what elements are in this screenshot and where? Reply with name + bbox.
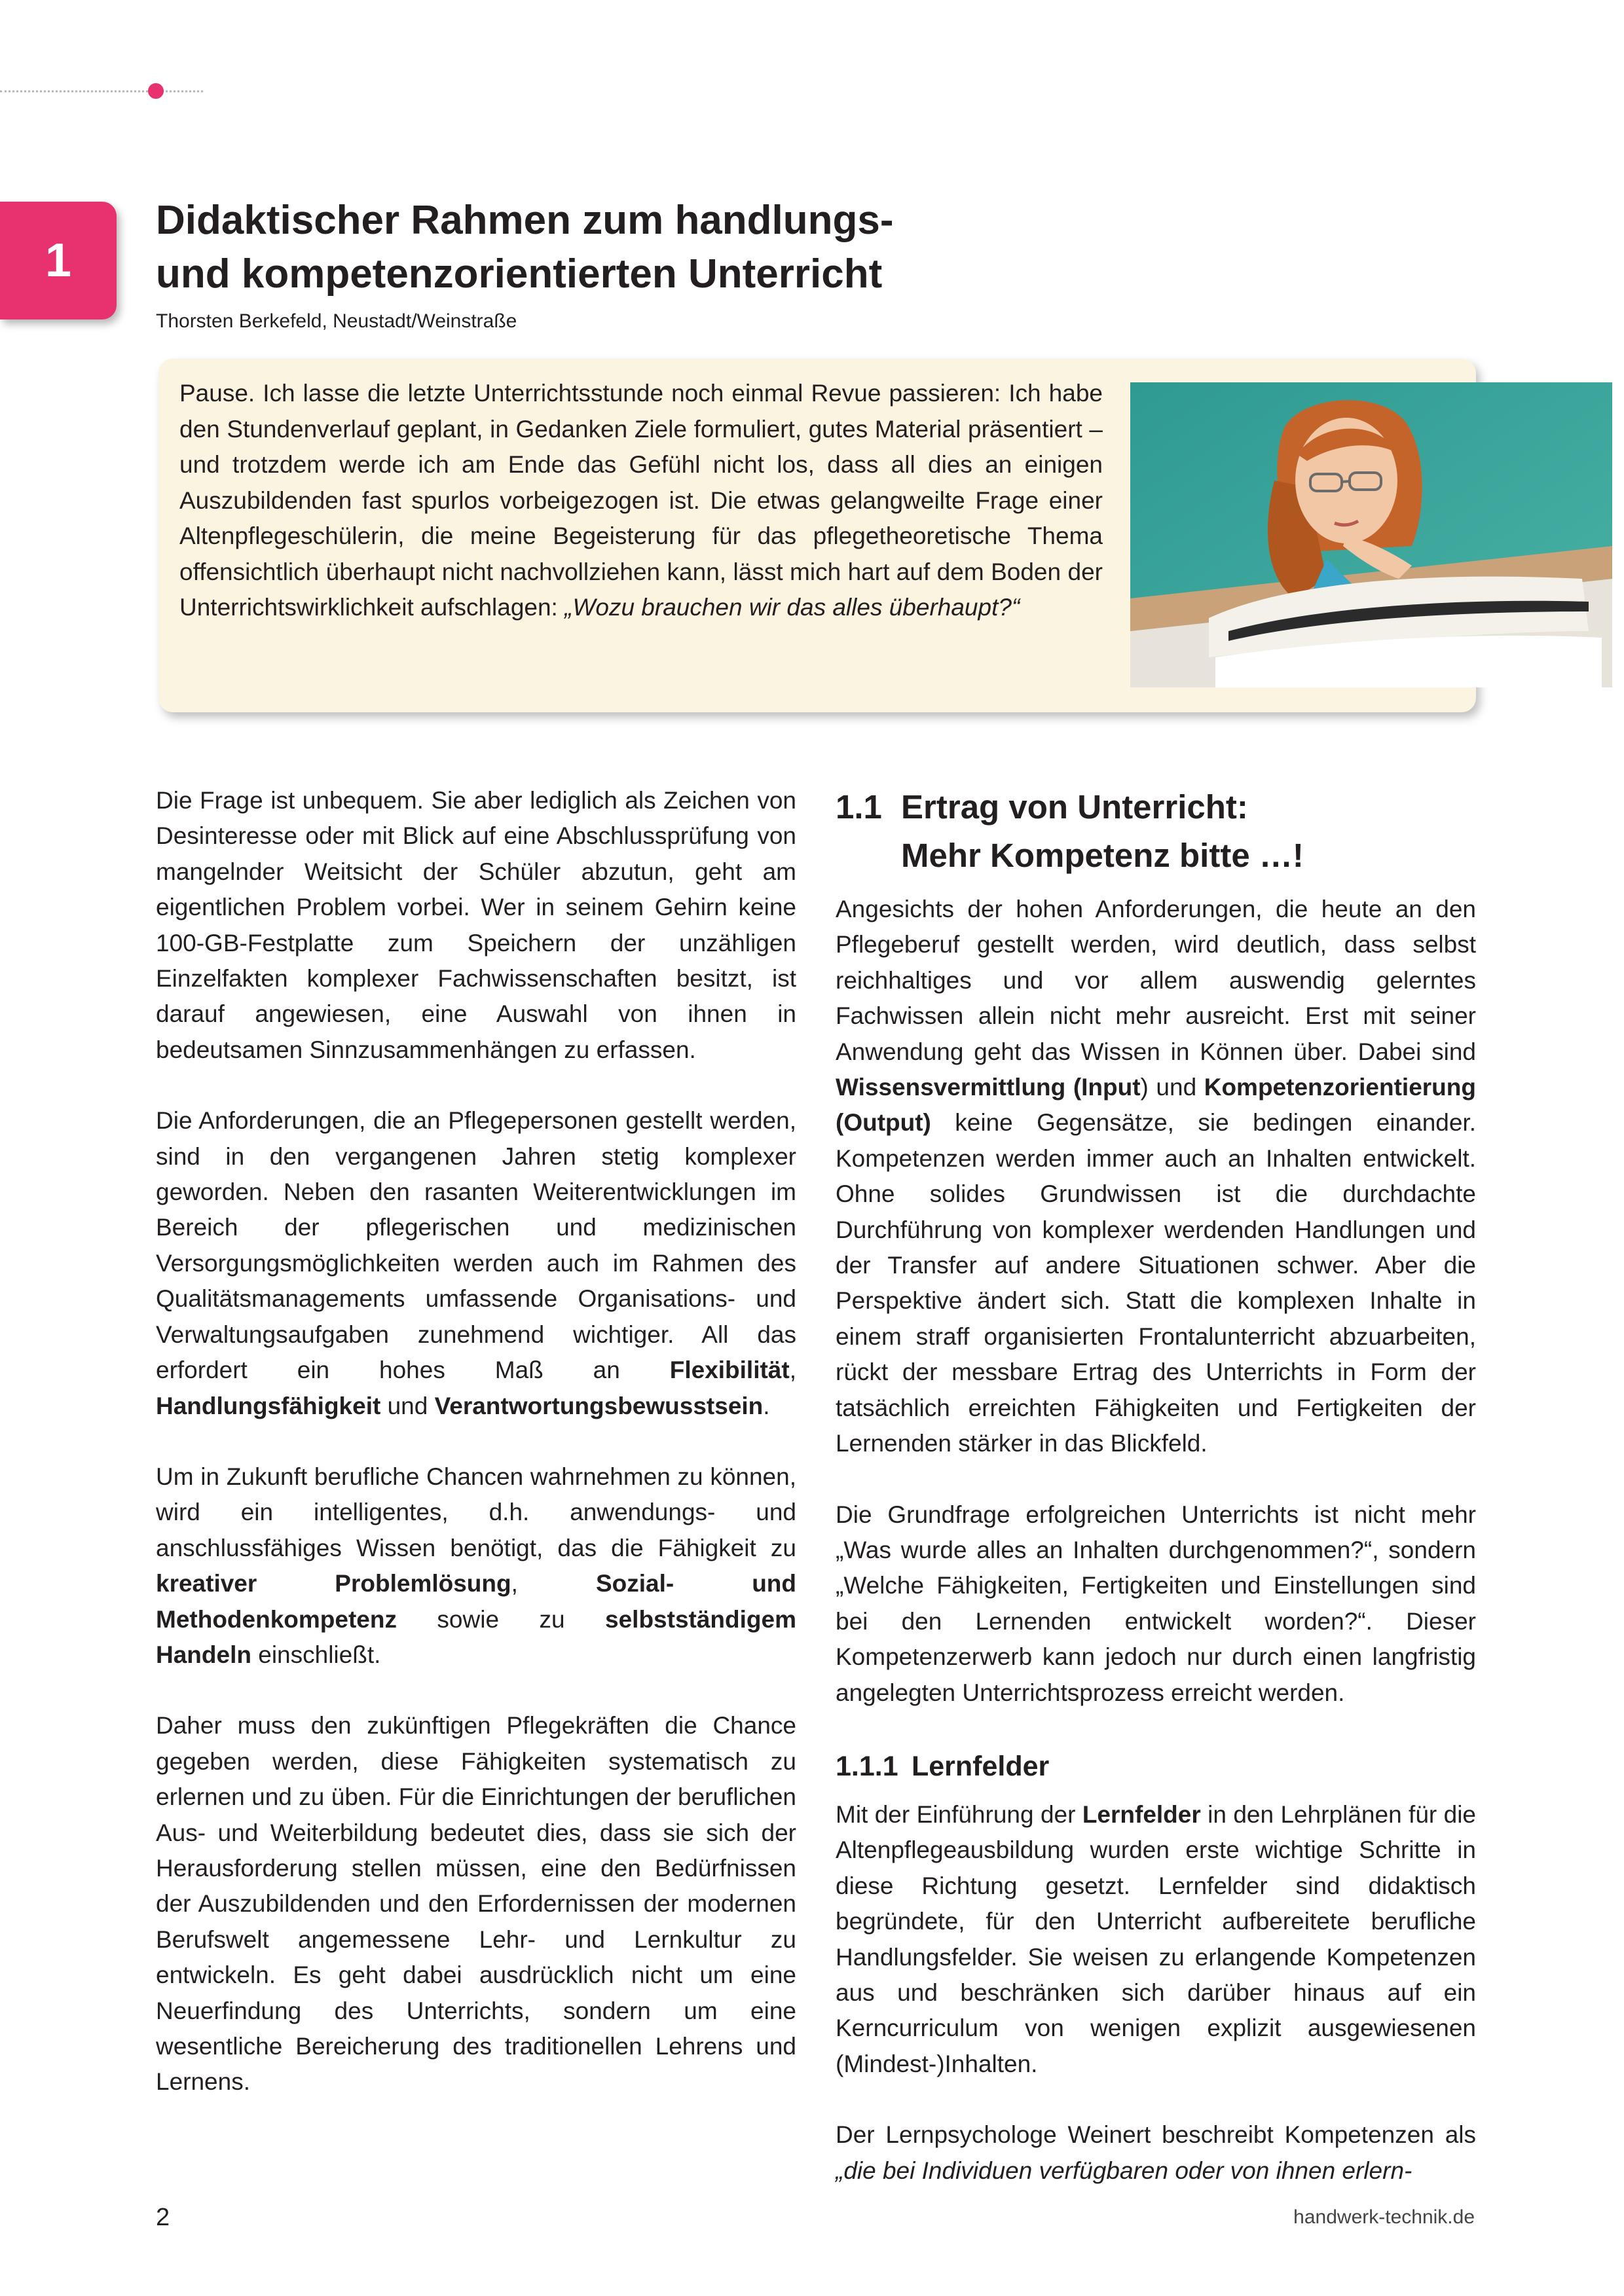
title-line-2: und kompetenzorientierten Unterricht <box>156 251 883 297</box>
section-title-line-2: Mehr Kompetenz bitte …! <box>901 837 1304 874</box>
text-run: einschließt. <box>251 1641 381 1668</box>
footer-website: handwerk-technik.de <box>1293 2206 1475 2228</box>
author-line: Thorsten Berkefeld, Neustadt/Weinstraße <box>156 310 517 332</box>
left-paragraph-1: Die Frage ist unbequem. Sie aber lediglich als Zeichen von Desinteresse oder mit Blick auf eine Abschlussprüfung von mangelnder Weitsicht der Schüler abzutun, geht am eigentlichen Problem vorbei. Wer in seinem Gehirn keine 100-GB-Festplatte zum Speichern der unzähligen Einzelfakten komplexer Fachwissenschaften besitzt, ist darauf angewiesen, eine Auswahl von ihnen in bedeutsamen Sinnzusammenhängen zu erfassen. <box>156 787 796 1063</box>
bold-term: Handlungsfähigkeit <box>156 1392 381 1419</box>
chapter-number: 1 <box>45 234 72 287</box>
text-run: sowie zu <box>396 1605 606 1633</box>
text-run: , <box>789 1357 796 1384</box>
right-paragraph-2: Die Grundfrage erfolgreichen Unterrichts ist nicht mehr „Was wurde alles an Inhalten durchgenommen?“, sondern „Welche Fähigkeiten, Fertigkeiten und Einstellungen sind bei den Lernenden entwickelt worden?“. Dieser Kompetenzerwerb kann jedoch nur durch einen langfristig angelegten Unterrichtsprozess erreicht werden. <box>836 1501 1476 1706</box>
section-title <box>901 783 1304 880</box>
right-paragraph-3 <box>836 1797 1476 2082</box>
bold-term: kreativer Problemlösung <box>156 1570 511 1597</box>
intro-box <box>158 359 1476 712</box>
page-number: 2 <box>156 2204 170 2231</box>
text-run: keine Gegensätze, sie bedingen einander. Kompetenzen werden immer auch an Inhalten entwickelt. Ohne solides Grundwissen ist die durchdachte Durchführung von komplexer werdenden Handlungen und der Transfer auf andere Situationen schwer. Aber die Perspektive ändert sich. Statt die komplexen Inhalte in einem straff organisierten Frontalunterricht abzuarbeiten, rückt der messbare Ertrag des Unterrichts in Form der tatsächlich erreichten Fähigkeiten und Fertigkeiten der Lernenden stärker in das Blickfeld. <box>836 1109 1476 1457</box>
right-paragraph-1 <box>836 892 1476 1462</box>
teacher-photo <box>1130 382 1612 687</box>
italic-quote: „die bei Individuen verfügbaren oder von ihnen erlern- <box>836 2157 1412 2184</box>
chapter-tab <box>0 202 117 319</box>
header-accent-dot <box>148 83 164 99</box>
title-line-1: Didaktischer Rahmen zum handlungs- <box>156 198 894 243</box>
bold-term: selbstständigem Handeln <box>156 1605 796 1668</box>
text-run: , <box>511 1570 596 1597</box>
right-paragraph-4 <box>836 2117 1476 2189</box>
text-run: Angesichts der hohen Anforderungen, die heute an den Pflegeberuf gestellt werden, wird deutlich, dass selbst reichhaltiges und vor allem auswendig gelerntes Fachwissen allein nicht mehr ausreicht. Erst mit seiner Anwendung geht das Wissen in Können über. Dabei sind <box>836 896 1476 1065</box>
section-heading <box>836 783 1476 880</box>
text-run: Die Anforderungen, die an Pflegepersonen gestellt werden, sind in den vergangenen Jahren stetig komplexer geworden. Neben den rasanten Weiterentwicklungen im Bereich der pflegerischen und medizinischen Versorgungsmöglichkeiten werden auch im Rahmen des Qualitätsmanagements umfassende Organisations- und Verwaltungsaufgaben zunehmend wichtiger. All das erfordert ein hohes Maß an <box>156 1107 796 1384</box>
bold-term: Wissensvermittlung (Input <box>836 1074 1141 1101</box>
intro-quote: „Wozu brauchen wir das alles überhaupt?“ <box>564 594 1020 621</box>
article-title <box>156 194 1138 301</box>
text-run: ) und <box>1140 1074 1204 1101</box>
text-run: . <box>763 1392 770 1419</box>
left-paragraph-4: Daher muss den zukünftigen Pflegekräften die Chance gegeben werden, diese Fähigkeiten systematisch zu erlernen und zu üben. Für die Einrichtungen der beruflichen Aus- und Weiterbildung bedeutet dies, dass sie sich der Herausforderung stellen müssen, eine den Bedürfnissen der Auszubildenden und den Erfordernissen der modernen Berufswelt angemessene Lehr- und Lernkultur zu entwickeln. Es geht dabei ausdrücklich nicht um eine Neuerfindung des Unterrichts, sondern um eine wesentliche Bereicherung des traditionellen Lehrens und Lernens. <box>156 1712 796 2096</box>
text-run: und <box>380 1392 435 1419</box>
section-number: 1.1 <box>836 788 882 826</box>
bold-term: Verantwortungsbewusstsein <box>434 1392 764 1419</box>
text-run: Der Lernpsychologe Weinert beschreibt Kompetenzen als <box>836 2121 1476 2149</box>
subsection-title: Lernfelder <box>912 1750 1050 1782</box>
left-paragraph-2 <box>156 1103 796 1424</box>
header-dotted-rule <box>0 90 203 92</box>
bold-term: Lernfelder <box>1082 1800 1201 1828</box>
right-column <box>836 783 1476 2224</box>
text-run: Mit der Einführung der <box>836 1800 1082 1828</box>
bold-term: Sozial- und Methodenkompetenz <box>156 1570 797 1633</box>
left-column <box>156 783 796 2136</box>
intro-text <box>179 376 1103 626</box>
text-run: in den Lehrplänen für die Altenpflegeausbildung wurden erste wichtige Schritte in diese Richtung gesetzt. Lernfelder sind didaktisch begründete, für den Unterricht aufbereitete berufliche Handlungsfelder. Sie weisen zu erlangende Kompetenzen aus und beschränken sich darüber hinaus auf ein Kerncurriculum von wenigen explizit ausgewiesenen (Mindest-)Inhalten. <box>836 1800 1476 2077</box>
intro-body: Pause. Ich lasse die letzte Unterrichtsstunde noch einmal Revue passieren: Ich habe den Stundenverlauf geplant, in Gedanken Ziele formuliert, gutes Material präsentiert – und trotzdem werde ich am Ende das Gefühl nicht los, dass all dies an einigen Auszubildenden fast spurlos vorbeigezogen ist. Die etwas gelangweilte Frage einer Altenpflegeschülerin, die meine Begeisterung für das pflegetheoretische Thema offensichtlich überhaupt nicht nachvollziehen kann, lässt mich hart auf dem Boden der Unterrichtswirklichkeit aufschlagen: <box>179 380 1103 621</box>
subsection-number: 1.1.1 <box>836 1750 898 1782</box>
left-paragraph-3 <box>156 1459 796 1673</box>
subsection-heading <box>836 1746 1476 1787</box>
bold-term: Kompetenzorientierung (Output) <box>836 1074 1476 1137</box>
section-title-line-1: Ertrag von Unterricht: <box>901 788 1248 826</box>
bold-term: Flexibilität <box>669 1357 790 1384</box>
text-run: Um in Zukunft berufliche Chancen wahrnehmen zu können, wird ein intelligentes, d.h. anwendungs- und anschlussfähiges Wissen benötigt, das die Fähigkeit zu <box>156 1463 796 1561</box>
